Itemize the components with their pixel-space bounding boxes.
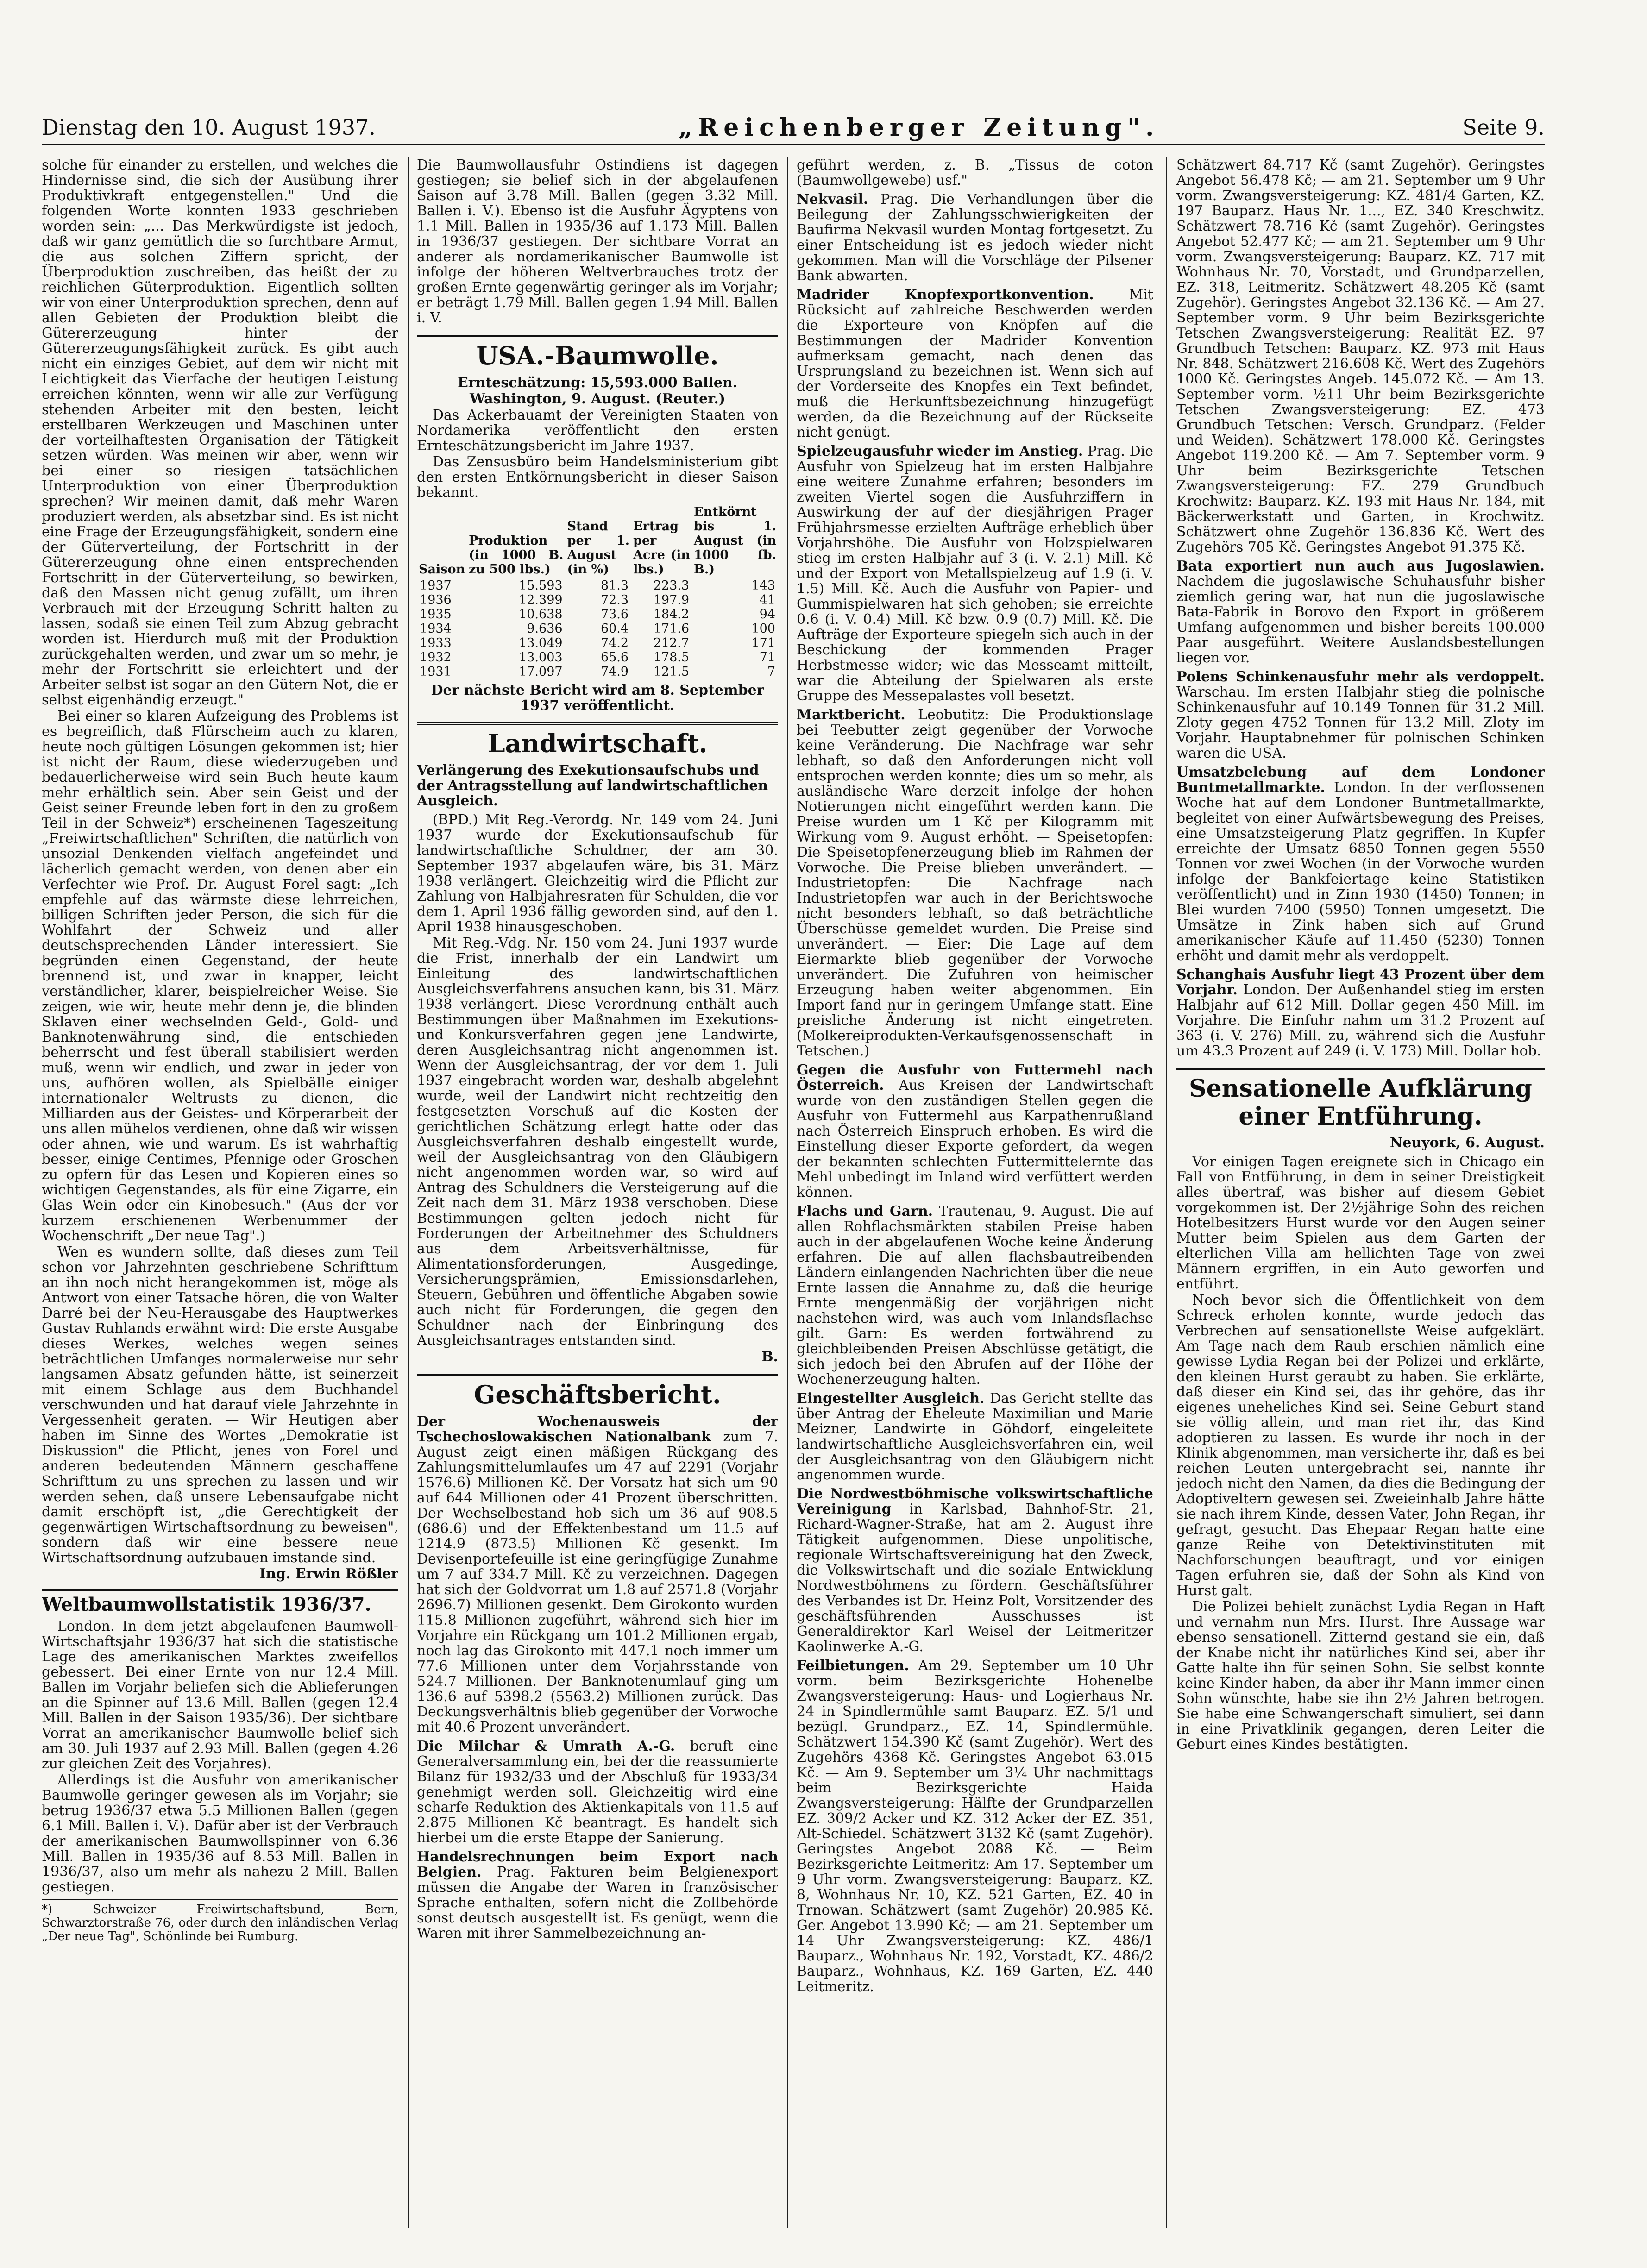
table-header-cell: Stand per 1. August (in %) <box>566 504 632 578</box>
table-row <box>417 593 778 607</box>
newspaper-title: „Reichenberger Zeitung". <box>679 113 1160 142</box>
table-cell: 10.638 <box>519 607 563 622</box>
article-headline: Weltbaumwollstatistik 1936/37. <box>42 1589 398 1615</box>
item-text: zum 7. August zeigt einen mäßigen Rückgang des Zahlungsmittelumlaufes um 47 auf 2291 (Vorjahr 1576.6) Millionen Kč. Der Vorsatz hat sich um 90 auf 644 Millionen oder 41 Prozent überschritten. Der Wechselbestand hob sich um 36 auf 908.5 (686.6) und der Effektenbestand um 11.5 auf 1214.9 (873.5) Millionen Kč gesenkt. Im Devisenportefeuille ist eine geringfügige Zunahme um 7 auf 334.7 Mill. Kč zu verzeichnen. Dagegen hat sich der Goldvorrat um 1.8 auf 2571.8 (Vorjahr 2696.7) Millionen gesenkt. Dem Girokonto wurden 115.8 Millionen zugeführt, während sich hier im Vorjahre ein Rückgang um 101.2 Millionen ergab, noch lag das Girokonto mit 447.1 noch immer um 77.6 Millionen unter dem Vorjahrsstande von 524.7 Millionen. Der Banknotenumlauf ging um 136.6 auf 5398.2 (5563.2) Millionen zurück. Das Deckungsverhältnis blieb gegenüber der Vorwoche mit 40.6 Prozent unverändert. <box>417 1429 778 1735</box>
table-header-row <box>417 504 778 578</box>
table-header-cell: Produktion (in 1000 B. zu 500 lbs.) <box>467 504 565 578</box>
news-item <box>1176 669 1545 761</box>
dateline: Neuyork, 6. August. <box>1389 1135 1545 1151</box>
article-paragraph: Das Zensusbüro beim Handelsministerium gibt den ersten Entkörnungsbericht in dieser Saison bekannt. <box>417 454 778 501</box>
table-row <box>417 650 778 665</box>
table-cell: 17.097 <box>519 665 563 679</box>
article-paragraph: Schätzwert 84.717 Kč (samt Zugehör). Geringstes Angebot 56.478 Kč; — am 21. September um 9 Uhr vorm. Zwangsversteigerung: KZ. 481/4 Garten, KZ. 197 Bauparz. Haus Nr. 1..., EZ. 340 Kreschwitz. Schätzwert 78.716 Kč (samt Zugehör). Geringstes Angebot 52.477 Kč; — am 21. September um 9 Uhr vorm. Zwangsversteigerung: Bauparz. KZ. 717 mit Wohnhaus Nr. 70, Vorstadt, und Grundparzellen, EZ. 318, Leitmeritz. Schätzwert 48.205 Kč (samt Zugehör). Geringstes Angebot 32.136 Kč. — Am 27. September vorm. 9 Uhr beim Bezirksgerichte Tetschen Zwangsversteigerung: Realität EZ. 97 Grundbuch Tetschen: Bauparz. KZ. 973 mit Haus Nr. 848. Schätzwert 216.608 Kč. Wert des Zugehörs 1000 Kč. Geringstes Angeb. 145.072 Kč. — Am 13. September vorm. ½11 Uhr beim Bezirksgerichte Tetschen Zwangsversteigerung: EZ. 473 Grundbuch Tetschen: Versch. Grundparz. (Felder und Weiden). Schätzwert 178.000 Kč. Geringstes Angebot 119.200 Kč. — Am 7. September vorm. 9 Uhr beim Bezirksgerichte Tetschen Zwangsversteigerung: EZ. 279 Grundbuch Krochwitz: Bauparz. KZ. 193 mit Haus Nr. 184, mit Bäckerwerkstatt und Garten, in Krochwitz. Schätzwert ohne Zugehör 136.836 Kč. Wert des Zugehörs 705 Kč. Geringstes Angebot 91.375 Kč. <box>1176 157 1545 555</box>
table-cell: 7 <box>767 665 775 679</box>
article-paragraph: Noch bevor sich die Öffentlichkeit von dem Schreck erholen konnte, wurde jedoch das Verbrechen auf sensationellste Weise aufgeklärt. Am Tage nach dem Raub erschien nämlich eine gewisse Lydia Regan bei der Polizei und erklärte, den kleinen Hurst geraubt zu haben. Sie erklärte, daß dieser ein Kind sei, das ihr gehöre, das ihr eigenes uneheliches Kind sei. Seine Geburt stand sie völlig allein, und man riet ihr, das Kind adoptieren zu lassen. Es wurde ihr noch in der Klinik abgenommen, man versicherte ihr, daß es bei reichen Leuten untergebracht sei, nannte ihr jedoch nicht den Namen, da dies die Bedingung der Adoptiveltern gewesen sei. Zweieinhalb Jahre hätte sie nach ihrem Kinde, dessen Vater, John Regan, ihr gefragt, gesucht. Das Ehepaar Regan hatte eine ganze Reihe von Detektivinstituten mit Nachforschungen beauftragt, und vor einigen Tagen erfuhren sie, daß der Sohn als Kind von Hurst galt. <box>1176 1292 1545 1599</box>
article-headline: Sensationelle Aufklärung einer Entführung. <box>1176 1068 1545 1131</box>
article-subheadline: Ernteschätzung: 15,593.000 Ballen. <box>457 375 738 391</box>
item-text: Leobutitz: Die Produktionslage bei Teebutter zeigt gegenüber der Vorwoche keine Veränderung. Die Nachfrage war sehr lebhaft, so daß den Anforderungen nicht voll entsprochen werden konnte; dies um so mehr, als ausländische Ware derzeit infolge der hohen Notierungen nicht eingeführt werden kann. Die Preise wurden um 1 Kč per Kilogramm mit Wirkung vom 9. August erhöht. — Speisetopfen: Die Speisetopfenerzeugung blieb im Rahmen der Vorwoche. Die Preise blieben unverändert. — Industrietopfen: Die Nachfrage nach Industrietopfen war auch in der Berichtswoche nicht besonders lebhaft, so daß beträchtliche Überschüsse gemeldet wurden. Die Preise sind unverändert. — Eier: Die Lage auf dem Eiermarkte blieb gegenüber der Vorwoche unverändert. Die Zufuhren von heimischer Erzeugung haben weiter abgenommen. Ein Import fand nur in geringem Umfange statt. Eine preisliche Änderung ist nicht eingetreten. (Molkereiprodukten-Verkaufsgenossenschaft in Tetschen.) <box>797 707 1153 1059</box>
table-cell: 74.9 <box>600 665 629 679</box>
item-text: in Karlsbad, Bahnhof-Str. 21, Richard-Wagner-Straße, hat am 2. August ihre Tätigkeit aufgenommen. Diese unpolitische, regionale Wirtschaftsvereinigung hat den Zweck, die Volkswirtschaft und die soziale Entwicklung Nordwestböhmens zu fördern. Geschäftsführer des Verbandes ist Dr. Heinz Polt, Vorsitzender des geschäftsführenden Ausschusses ist Generaldirektor Karl Weisel der Leitmeritzer Kaolinwerke A.-G. <box>797 1501 1153 1655</box>
table-cell: 1937 <box>420 578 452 593</box>
column-4 <box>1176 157 1545 2228</box>
article-headline: USA.-Baumwolle. <box>417 335 778 370</box>
section-headline: Geschäftsbericht. <box>417 1374 778 1408</box>
table-cell: 1933 <box>420 636 452 650</box>
table-cell: 1935 <box>420 607 452 622</box>
item-text: Am 29. September um 10 Uhr vorm. beim Bezirksgerichte Hohenelbe Zwangsversteigerung: Haus- und Logierhaus Nr. 24 in Spindlermühle samt Bauparz. EZ. 5/1 und bezügl. Grundparz., EZ. 14, Spindlermühle. Schätzwert 154.390 Kč (samt Zugehör). Wert des Zugehörs 4368 Kč. Geringstes Angebot 63.015 Kč. — Am 9. September um 3¼ Uhr nachmittags beim Bezirksgerichte Haida Zwangsversteigerung: Hälfte der Grundparzellen EZ. 309/2 Acker und KZ. 312 Acker der EZ. 351, Alt-Schiedel. Schätzwert 3132 Kč (samt Zugehör). Geringstes Angebot 2088 Kč. — Beim Bezirksgerichte Leitmeritz: Am 17. September um 9 Uhr vorm. Zwangsversteigerung: Bauparz. KZ. 8, Wohnhaus Nr. 10, KZ. 521 Garten, EZ. 40 in Trnowan. Schätzwert (samt Zugehör) 20.985 Kč. Ger. Angebot 13.990 Kč; — am 21. September um 14 Uhr Zwangsversteigerung: KZ. 486/1 Bauparz., Wohnhaus Nr. 192, Vorstadt, KZ. 486/2 Bauparz., Wohnhaus, KZ. 169 Garten, EZ. 440 Leitmeritz. <box>797 1658 1153 1995</box>
table-cell: 81.3 <box>600 578 629 593</box>
section-headline: Landwirtschaft. <box>417 722 778 757</box>
news-item <box>797 444 1153 704</box>
item-lead: Feilbietungen. <box>797 1658 909 1674</box>
table-header-cell: Saison <box>417 504 467 578</box>
table-cell: 1936 <box>420 593 452 607</box>
news-item <box>797 1391 1153 1483</box>
item-lead: Nekvasil. <box>797 191 868 207</box>
item-lead: Der Wochenausweis der Tschechoslowakischen Nationalbank <box>417 1414 778 1445</box>
news-item <box>417 1414 778 1735</box>
item-text: Prag. Die Verhandlungen über die Beilegung der Zahlungsschwierigkeiten der Baufirma Nekvasil wurden Montag fortgesetzt. Zu einer Entscheidung ist es jedoch wieder nicht gekommen. Man will die Vorschläge der Pilsener Bank abwarten. <box>797 191 1153 284</box>
table-cell: 12.399 <box>519 593 563 607</box>
column-rule <box>787 157 788 2228</box>
column-rule <box>408 157 409 2228</box>
item-lead: Eingestellter Ausgleich. <box>797 1390 985 1407</box>
page-number: Seite 9. <box>1462 115 1545 140</box>
item-text: Prag. Die Ausfuhr von Spielzeug hat im ersten Halbjahre eine weitere Zunahme erfahren; besonders im zweiten Viertel sogen die Ausfuhrziffern in Auswirkung der auf der diesjährigen Prager Frühjahrsmesse erzielten Aufträge erheblich über Vorjahrshöhe. Die Ausfuhr von Holzspielwaren stieg im ersten Halbjahr auf 3 (i. V. 2.1) Mill. Kč und der Export von Metallspielzeug auf 1.9 (i. V. 1.5) Mill. Kč. Auch die Ausfuhr von Papier- und Gummispielwaren hat sich gehoben; sie erreichte 0.6 (i. V. 0.4) Mill. Kč bzw. 0.9 (0.7) Mill. Kč. Die Aufträge der Exporteure spiegeln sich auch in der Beschickung der kommenden Prager Herbstmesse wider; wie das Messeamt mitteilt, war die Abteilung der Spielwaren als erste Gruppe des Messepalastes voll besetzt. <box>797 443 1153 704</box>
item-lead: Flachs und Garn. <box>797 1203 933 1219</box>
author-signature: Ing. Erwin Rößler <box>259 1566 398 1582</box>
column-2 <box>417 157 778 2228</box>
article-paragraph: Die Polizei behielt zunächst Lydia Regan in Haft und vernahm nun Mrs. Hurst. Ihre Aussage war ebenso sensationell. Zitternd gestand sie ein, daß der Knabe nicht ihr natürliches Kind sei, aber ihr Gatte halte ihn für seinen Sohn. Sie selbst konnte keine Kinder haben, da aber ihr Mann immer einen Sohn wünschte, habe sie ihn 2½ Jahren betrogen. Sie habe eine Schwangerschaft simuliert, sei dann in eine Privatklinik gegangen, deren Leiter die Geburt eines Kindes bestätigten. <box>1176 1599 1545 1753</box>
article-paragraph: Mit Reg.-Vdg. Nr. 150 vom 24. Juni 1937 wurde die Frist, innerhalb der ein Landwirt um Einleitung des landwirtschaftlichen Ausgleichsverfahrens ansuchen kann, bis 31. März 1938 verlängert. Diese Verordnung enthält auch Bestimmungen über Maßnahmen im Exekutions- und Konkursverfahren gegen jene Landwirte, deren Ausgleichsantrag nicht angenommen ist. Wenn der Ausgleichsantrag, der vor dem 1. Juli 1937 eingebracht worden war, deshalb abgelehnt wurde, weil der Landwirt nicht rechtzeitig den festgesetzten Vorschuß auf die Kosten der gerichtlichen Schätzung erlegt hatte oder das Ausgleichsverfahren deshalb eingestellt wurde, weil der Ausgleichsantrag von den Gläubigern nicht angenommen worden war, so wird auf Antrag des Schuldners die Versteigerung auf die Zeit nach dem 31. März 1938 verschoben. Diese Bestimmungen gelten jedoch nicht für Forderungen der Arbeitnehmer des Schuldners aus dem Arbeitsverhältnisse, für Alimentationsforderungen, Ausgedinge, Versicherungsprämien, Emissionsdarlehen, Steuern, Gebühren und öffentliche Abgaben sowie auch nicht für Forderungen, die gegen den Schuldner nach der Einbringung des Ausgleichsantrages entstanden sind. <box>417 935 778 1349</box>
table-cell: 223.3 <box>653 578 690 593</box>
table-cell: 171 <box>751 636 775 650</box>
table-cell: 171.6 <box>653 622 690 636</box>
item-text: Das Gericht stellte das über Antrag der Eheleute Maximilian und Marie Meizner, Landwirte in Göhdorf, eingeleitete landwirtschaftliche Ausgleichsverfahren ein, weil der Ausgleichsantrag von den Gläubigern nicht angenommen wurde. <box>797 1390 1153 1483</box>
table-row <box>417 578 778 593</box>
item-lead: Umsatzbelebung auf dem Londoner Buntmetallmarkte. <box>1176 764 1545 796</box>
table-cell: 143 <box>751 578 775 593</box>
table-cell: 74.2 <box>600 636 629 650</box>
table-cell: 13.003 <box>519 650 563 665</box>
table-cell: 72.3 <box>600 593 629 607</box>
news-item <box>1176 967 1545 1059</box>
item-lead: Polens Schinkenausfuhr mehr als verdoppelt. <box>1176 669 1545 685</box>
table-header-cell: Entkörnt bis 1. August (in 1000 fb. B.) <box>692 504 778 578</box>
table-cell: 71 <box>759 650 775 665</box>
table-cell: 73.6 <box>600 607 629 622</box>
item-lead: Schanghais Ausfuhr liegt 43 Prozent über dem Vorjahr. <box>1176 967 1545 998</box>
item-lead: Die Nordwestböhmische volkswirtschaftliche Vereinigung <box>797 1486 1153 1517</box>
item-lead: Marktbericht. <box>797 707 905 723</box>
item-lead: Die Milchar & Umrath A.-G. <box>417 1738 675 1754</box>
article-paragraph: Vor einigen Tagen ereignete sich in Chicago ein Fall von Entführung, in dem in seiner Dreistigkeit alles übertraf, was bisher auf diesem Gebiet vorgekommen ist. Der 2½jährige Sohn des reichen Hotelbesitzers Hurst wurde vor den Augen seiner Mutter beim Spielen aus dem Garten der elterlichen Villa am hellichten Tage von zwei Männern ergriffen, in ein Auto geworfen und entführt. <box>1176 1154 1545 1292</box>
item-lead: Spielzeugausfuhr wieder im Anstieg. <box>797 443 1083 459</box>
table-body <box>417 578 778 679</box>
article-paragraph: solche für einander zu erstellen, und welches die Hindernisse sind, die sich der Ausübung ihrer Produktivkraft entgegenstellen." Und die folgenden Worte konnten 1933 geschrieben worden sein: „... Das Merkwürdigste ist jedoch, daß wir ganz gemütlich die so furchtbare Armut, die aus solchen Ziffern spricht, der Überproduktion zuschreiben, das heißt der zu reichlichen Güterproduktion. Eigentlich sollten wir von einer Unterproduktion sprechen, denn auf allen Gebieten der Produktion bleibt die Gütererzeugung hinter der Gütererzeugungsfähigkeit zurück. Es gibt auch nicht ein einziges Gebiet, auf dem wir nicht mit Leichtigkeit das Vierfache der heutigen Leistung erreichen könnten, wenn wir alle zur Verfügung stehenden Arbeiter mit den besten, leicht erstellbaren Werkzeugen und Maschinen unter der vorteilhaftesten Organisation der Tätigkeit setzen würden. Was meinen wir aber, wenn wir bei einer so riesigen tatsächlichen Unterproduktion von einer Überproduktion sprechen? Wir meinen damit, daß mehr Waren produziert werden, als absetzbar sind. Es ist nicht eine Frage der Erzeugungsfähigkeit, sondern eine der Güterverteilung, der Fortschritt in der Gütererzeugung ohne einen entsprechenden Fortschritt in der Güterverteilung, so bewirken, daß den Massen nicht genug zufällt, um ihren Verbrauch mit der Erzeugung Schritt halten zu lassen, sodaß sie einen Teil zum Abzug gebracht worden ist. Hierdurch muß mit der Produktion zurückgehalten werden, und zwar um so mehr, je mehr der Fortschritt sie erleichtert und der Arbeiter selbst ist sogar an den Gütern Not, die er selbst eigenhändig erzeugt." <box>42 157 398 708</box>
author-signature: B. <box>761 1349 778 1365</box>
table-header-cell: Ertrag per Acre (in lbs.) <box>631 504 692 578</box>
page-header <box>42 111 1545 145</box>
news-item <box>1176 765 1545 963</box>
item-text: London. Der Außenhandel stieg im ersten Halbjahr auf 612 Mill. Dollar gegen 450 Mill. im Vorjahre. Die Einfuhr nahm um 31.2 Prozent auf 363 (i. V. 276) Mill. zu, während sich die Ausfuhr um 43.3 Prozent auf 249 (i. V. 173) Mill. Dollar hob. <box>1176 982 1545 1059</box>
item-text: London. In der verflossenen Woche hat auf dem Londoner Buntmetallmarkte, begleitet von einer Aufwärtsbewegung des Preises, eine Umsatzsteigerung Platz gegriffen. In Kupfer erreichte der Umsatz 6850 Tonnen gegen 5550 Tonnen vor zwei Wochen (in der Vorwoche wurden infolge der Bankfeiertage keine Statistiken veröffentlicht) und in Zinn 1930 (1450) Tonnen; in Blei wurden 7400 (5950) Tonnen umgesetzt. Die Umsätze in Zink haben sich auf Grund amerikanischer Käufe auf 11.450 (5230) Tonnen erhöht und damit mehr als verdoppelt. <box>1176 779 1545 964</box>
news-item <box>797 1658 1153 1994</box>
item-text: Warschau. Im ersten Halbjahr stieg die polnische Schinkenausfuhr auf 10.149 Tonnen für 31.2 Mill. Zloty gegen 4752 Tonnen für 13.2 Mill. Zloty im Vorjahr. Hauptabnehmer für polnischen Schinken waren die USA. <box>1176 684 1545 761</box>
article-paragraph: geführt werden, z. B. „Tissus de coton (Baumwollgewebe) usf." <box>797 157 1153 188</box>
footnote: *) Schweizer Freiwirtschaftsbund, Bern, Schwarztorstraße 76, oder durch den inländischen Verlag „Der neue Tag", Schönlinde bei Rumburg. <box>42 1899 398 1943</box>
table-row <box>417 607 778 622</box>
table-cell: 212.7 <box>653 636 690 650</box>
table-cell: 1932 <box>420 650 452 665</box>
item-text: Nachdem die jugoslawische Schuhausfuhr bisher ziemlich gering war, hat nun die jugoslawische Bata-Fabrik in Borovo den Export in größerem Umfang aufgenommen und bisher bereits 100.000 Paar ausgeführt. Weitere Auslandsbestellungen liegen vor. <box>1176 573 1545 666</box>
table-cell: 1931 <box>420 665 452 679</box>
item-lead: Handelsrechnungen beim Export nach Belgien. <box>417 1849 778 1880</box>
item-lead: Gegen die Ausfuhr von Futtermehl nach Österreich. <box>797 1062 1153 1093</box>
article-paragraph: Die Baumwollausfuhr Ostindiens ist dagegen gestiegen; sie belief sich in der abgelaufenen Saison auf 3.78 Mill. Ballen (gegen 3.32 Mill. Ballen i. V.). Ebenso ist die Ausfuhr Ägyptens von 1.1 Mill. Ballen in 1935/36 auf 1.173 Mill. Ballen in 1936/37 gestiegen. Der sichtbare Vorrat an anderer als nordamerikanischer Baumwolle ist infolge der höheren Weltverbrauches trotz der großen Ernte gegenwärtig geringer als im Vorjahr; er beträgt 1.79 Mill. Ballen gegen 1.94 Mill. Ballen i. V. <box>417 157 778 326</box>
news-item <box>1176 559 1545 666</box>
column-1 <box>42 157 398 2228</box>
item-lead: Bata exportiert nun auch aus Jugoslawien. <box>1176 558 1545 574</box>
table-note: Der nächste Bericht wird am 8. September 1937 veröffentlicht. <box>431 682 764 714</box>
news-item <box>797 287 1153 440</box>
item-text: Trautenau, 9. August. Die auf allen Rohflachsmärkten stabilen Preise haben auch in der abgelaufenen Woche keine Änderung erfahren. Die auf allen flachsbautreibenden Ländern einlangenden Nachrichten über die neue Ernte lassen die Annahme zu, daß die heurige Ernte mengenmäßig der vorjährigen nicht nachstehen wird, was auch vom Inlandsflachse gilt. Garn: Es werden fortwährend zu gleichbleibenden Preisen Abschlüsse getätigt, die sich jedoch bei den Abrufen auf der Höhe der Wochenerzeugung halten. <box>797 1203 1153 1388</box>
table-cell: 1934 <box>420 622 452 636</box>
news-item <box>797 1062 1153 1200</box>
table-cell: 13.049 <box>519 636 563 650</box>
news-item <box>797 1486 1153 1654</box>
column-3 <box>797 157 1153 2228</box>
table-cell: 100 <box>751 622 775 636</box>
table-cell: 197.9 <box>653 593 690 607</box>
column-rule <box>1166 157 1167 2228</box>
table-cell: 65.6 <box>600 650 629 665</box>
table-cell: 9.636 <box>527 622 563 636</box>
article-paragraph: Das Ackerbauamt der Vereinigten Staaten von Nordamerika veröffentlicht den ersten Ernteschätzungsbericht im Jahre 1937. <box>417 407 778 454</box>
item-text: Aus Kreisen der Landwirtschaft wurde von den zuständigen Stellen gegen die Ausfuhr von Futtermehl aus Karpathenrußland nach Österreich Einspruch erhoben. Es wird die Einstellung dieser Exporte gefordert, da wegen der bekannten schlechten Futtermittelernte das Mehl unbedingt im Inland wird verfüttert werden können. <box>797 1077 1153 1200</box>
news-item <box>417 1849 778 1941</box>
article-paragraph: (BPD.) Mit Reg.-Verordg. Nr. 149 vom 24. Juni 1937 wurde der Exekutionsaufschub für landwirtschaftliche Schuldner, der am 30. September 1937 abgelaufen wäre, bis 31. März 1938 verlängert. Gleichzeitig wird die Pflicht zur Zahlung von Halbjahresraten für Schulden, die vor dem 1. April 1936 fällig geworden sind, auf den 1. April 1938 hinausgeschoben. <box>417 812 778 935</box>
item-text: beruft eine Generalversammlung ein, bei der die reassumierte Bilanz für 1932/33 und der Abschluß für 1933/34 genehmigt werden soll. Gleichzeitig wird eine scharfe Reduktion des Aktienkapitals von 11.5 auf 2.875 Millionen Kč beantragt. Es handelt sich hierbei um die erste Etappe der Sanierung. <box>417 1738 778 1846</box>
dateline: Washington, 9. August. (Reuter.) <box>470 391 725 407</box>
news-item <box>417 1739 778 1846</box>
table-cell: 41 <box>759 593 775 607</box>
table-row <box>417 636 778 650</box>
issue-date: Dienstag den 10. August 1937. <box>42 115 376 140</box>
article-subheadline: Verlängerung des Exekutionsaufschubs und der Antragsstellung auf landwirtschaftlichen Ausgleich. <box>417 762 768 809</box>
article-paragraph: Allerdings ist die Ausfuhr von amerikanischer Baumwolle geringer gewesen als im Vorjahr; sie betrug 1936/37 etwa 5.5 Millionen Ballen (gegen 6.1 Mill. Ballen i. V.). Dafür aber ist der Verbrauch der amerikanischen Baumwollspinner von 6.36 Mill. Ballen in 1935/36 auf 8.53 Mill. Ballen in 1936/37, also um mehr als nahezu 2 Mill. Ballen gestiegen. <box>42 1772 398 1895</box>
table-cell: 184.2 <box>653 607 690 622</box>
news-item <box>797 1204 1153 1387</box>
table-cell: 178.5 <box>653 650 690 665</box>
table-cell: 94 <box>759 607 775 622</box>
table-cell: 15.593 <box>519 578 563 593</box>
news-item <box>797 707 1153 1059</box>
cotton-statistics-table <box>417 504 778 679</box>
table-row <box>417 622 778 636</box>
article-paragraph: Wen es wundern sollte, daß dieses zum Teil schon vor Jahrzehnten geschriebene Schrifttum an ihn noch nicht herangekommen ist, möge als Antwort von einer Tatsache hören, die von Walter Darré bei der Neu-Herausgabe des Hauptwerkes Gustav Ruhlands erwähnt wird: Die erste Ausgabe dieses Werkes, welches wegen seines beträchtlichen Umfanges normalerweise nur sehr langsamen Absatz gefunden hätte, ist seinerzeit mit einem Schlage aus dem Buchhandel verschwunden und hat darauf viele Jahrzehnte in Vergessenheit geraten. — Wir Heutigen aber haben im Sinne des Wortes „Demokratie ist Diskussion" die Pflicht, jenes von Forel und anderen bedeutenden Männern geschaffene Schrifttum zu uns sprechen zu lassen und wir werden sehen, daß unsere Lebensaufgabe nicht damit erschöpft ist, „die Gerechtigkeit der gegenwärtigen Wirtschaftsordnung zu beweisen", sondern daß wir eine bessere neue Wirtschaftsordnung aufzubauen imstande sind. <box>42 1244 398 1566</box>
article-paragraph: London. In dem jetzt abgelaufenen Baumwoll-Wirtschaftsjahr 1936/37 hat sich die statistische Lage des amerikanischen Marktes zweifellos gebessert. Bei einer Ernte von nur 12.4 Mill. Ballen im Vorjahr beliefen sich die Ablieferungen an die Spinner auf 13.6 Mill. Ballen (gegen 12.4 Mill. Ballen in der Saison 1935/36). Der sichtbare Vorrat an amerikanischer Baumwolle belief sich am 30. Juli 1937 auf 2.93 Mill. Ballen (gegen 4.26 zur gleichen Zeit des Vorjahres). <box>42 1618 398 1772</box>
item-lead: Madrider Knopfexportkonvention. <box>797 287 1094 303</box>
article-paragraph: Bei einer so klaren Aufzeigung des Problems ist es begreiflich, daß Flürscheim auch zu klaren, heute noch gültigen Lösungen gekommen ist; hier ist nicht der Raum, diese wiederzugeben und bedauerlicherweise wird sein Buch heute kaum mehr erhältlich sein. Aber sein Geist und der Geist seiner Freunde leben fort in den zu großem Teil in der Schweiz*) erscheinenen Tageszeitung „Freiwirtschaftlichen" Schriften, die natürlich von unsozial Denkenden vielfach angefeindet und lächerlich gemacht werden, von denen aber ein Verfechter wie Prof. Dr. August Forel sagt: „Ich empfehle auf das wärmste diese lehrreichen, billigen Schriften jeder Person, die sich für die Wohlfahrt der Schweiz und aller deutschsprechenden Länder interessiert. Sie begründen einen Gegenstand, der heute brennend ist, und zwar in knapper, leicht verständlicher, klarer, beispielreicher Weise. Sie zeigen, wie wir, heute mehr denn je, die blinden Sklaven einer wechselnden Geld-, Gold- und Banknotenwährung sind, die entschieden beherrscht und fest überall stabilisiert werden muß, wenn wir endlich, und zwar in jeder von uns, aufhören wollen, als Spielbälle einiger internationaler Weltrusts zu dienen, die Milliarden aus der Geistes- und Körperarbeit der uns allen mühelos verdienen, ohne daß wir wissen oder ahnen, wie und warum. Es ist wahrhaftig besser, einige Centimes, Pfennige oder Groschen zu opfern für das Lesen und Kopieren eines so wichtigen Gegenstandes, als für eine Zigarre, ein Glas Wein oder ein Kinobesuch." (Aus der vor kurzem erschienenen Werbenummer der Wochenschrift „Der neue Tag".) <box>42 708 398 1244</box>
table-row <box>417 665 778 679</box>
news-item <box>797 192 1153 283</box>
item-text: Mit Rücksicht auf zahlreiche Beschwerden werden die Exporteure von Knöpfen auf die Bestimmungen der Madrider Konvention aufmerksam gemacht, nach denen das Ursprungsland zu bezeichnen ist. Wenn sich auf der Vorderseite des Knopfes ein Text befindet, muß die Herkunftsbezeichnung hinzugefügt werden, da die Bezeichnung auf der Rückseite nicht genügt. <box>797 287 1153 440</box>
item-text: Prag. Fakturen beim Belgienexport müssen die Angabe der Waren in französischer Sprache enthalten, sofern nicht die Zollbehörde sonst deutsch ausgestellt ist. Es genügt, wenn die Waren mit ihrer Sammelbezeichnung an- <box>417 1864 778 1941</box>
table-cell: 121.5 <box>653 665 690 679</box>
table-cell: 60.4 <box>600 622 629 636</box>
